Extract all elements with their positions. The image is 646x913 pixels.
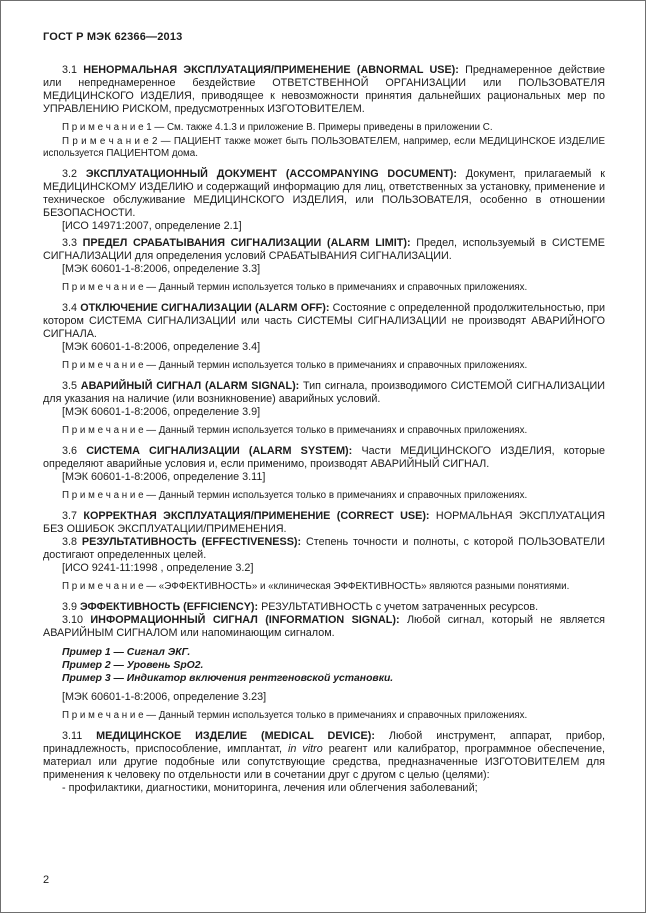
note-paragraph [43, 282, 605, 294]
example-paragraph [43, 646, 605, 659]
text-run: [МЭК 60601-1-8:2006, определение 3.23] [62, 691, 267, 703]
text-run: НОРМАЛЬНАЯ ЭКСПЛУАТАЦИЯ БЕЗ ОШИБОК ЭКСПЛУАТАЦИИ/ПРИМЕНЕНИЯ. [43, 510, 605, 535]
text-run: Преднамеренное действие или непреднамеренное бездействие ОТВЕТСТВЕННОЙ ОРГАНИЗАЦИИ или ПОЛЬЗОВАТЕЛЯ МЕДИЦИНСКОГО ИЗДЕЛИЯ, приводящее к невозможности принятия дальнейших рациональных мер по УПРАВЛЕНИЮ РИСКОМ, предусмотренных ИЗГОТОВИТЕЛЕМ. [43, 64, 605, 115]
text-run: СИСТЕМА СИГНАЛИЗАЦИИ (ALARM SYSTEM): [86, 445, 353, 457]
text-run: Состояние с определенной продолжительностью, при котором СИСТЕМА СИГНАЛИЗАЦИИ или часть СИСТЕМЫ СИГНАЛИЗАЦИИ не производят АВАРИЙНОГО СИГНАЛА. [43, 302, 606, 340]
page-number: 2 [43, 874, 50, 886]
note-paragraph [43, 360, 605, 372]
note-paragraph [43, 581, 605, 593]
note-paragraph [43, 425, 605, 437]
term-paragraph [43, 601, 605, 614]
text-run: Любой сигнал, который не является АВАРИЙНЫМ СИГНАЛОМ или напоминающим сигналом. [43, 614, 605, 639]
ref-paragraph [43, 471, 605, 484]
ref-paragraph [43, 691, 605, 704]
text-run: [ИСО 9241-11:1998 , определение 3.2] [62, 562, 254, 574]
text-run: Части МЕДИЦИНСКОГО ИЗДЕЛИЯ, которые определяют аварийные условия и, если применимо, производят АВАРИЙНЫЙ СИГНАЛ. [43, 445, 605, 470]
list-paragraph [43, 782, 605, 795]
text-run: 3.10 [62, 614, 91, 626]
text-run: ОТКЛЮЧЕНИЕ СИГНАЛИЗАЦИИ (ALARM OFF): [80, 302, 330, 314]
note-paragraph [43, 710, 605, 722]
text-run: Предел, используемый в СИСТЕМЕ СИГНАЛИЗАЦИИ для определения условий СРАБАТЫВАНИЯ СИГНАЛИЗАЦИИ. [43, 237, 605, 262]
text-run: АВАРИЙНЫЙ СИГНАЛ (ALARM SIGNAL): [80, 380, 300, 392]
term-paragraph [43, 730, 605, 782]
text-run: реагент или калибратор, программное обеспечение, материал или другие подобные или сопутствующие средства, предназначенные ИЗГОТОВИТЕЛЕМ для применения к человеку по отдельности или в сочетании друг с другом с целью (целями): [43, 743, 605, 781]
text-run: ПРЕДЕЛ СРАБАТЫВАНИЯ СИГНАЛИЗАЦИИ (ALARM LIMIT): [82, 237, 411, 249]
text-run: П р и м е ч а н и е — «ЭФФЕКТИВНОСТЬ» и «клиническая ЭФФЕКТИВНОСТЬ» являются разными понятиями. [62, 581, 570, 592]
text-run: Пример 2 — Уровень SpO2. [62, 660, 204, 671]
ref-paragraph [43, 263, 605, 276]
term-paragraph [43, 302, 605, 341]
text-run: Тип сигнала, производимого СИСТЕМОЙ СИГНАЛИЗАЦИИ для указания на наличие (или возникновение) аварийных условий. [43, 380, 605, 405]
text-run: 3.6 [62, 445, 87, 457]
text-run: П р и м е ч а н и е — Данный термин используется только в примечаниях и справочных приложениях. [62, 425, 528, 436]
text-run: МЕДИЦИНСКОЕ ИЗДЕЛИЕ (MEDICAL DEVICE): [96, 730, 375, 742]
text-run: Степень точности и полноты, с которой ПОЛЬЗОВАТЕЛИ достигают определенных целей. [43, 536, 606, 561]
text-run: КОРРЕКТНАЯ ЭКСПЛУАТАЦИЯ/ПРИМЕНЕНИЕ (CORRECT USE): [83, 510, 430, 522]
term-paragraph [43, 445, 605, 471]
term-paragraph [43, 614, 605, 640]
text-run: П р и м е ч а н и е — Данный термин используется только в примечаниях и справочных приложениях. [62, 710, 528, 721]
text-run: П р и м е ч а н и е 1 — См. также 4.1.3 и приложение В. Примеры приведены в приложении С. [62, 122, 493, 133]
term-paragraph [43, 64, 605, 116]
text-run: П р и м е ч а н и е — Данный термин используется только в примечаниях и справочных приложениях. [62, 490, 528, 501]
text-run: Документ, прилагаемый к МЕДИЦИНСКОМУ ИЗДЕЛИЮ и содержащий информацию для лиц, ответственных за установку, применение и техническое обслуживание МЕДИЦИНСКОГО ИЗДЕЛИЯ, или ПОЛЬЗОВАТЕЛЯ, особенно в отношении БЕЗОПАСНОСТИ. [43, 168, 605, 219]
text-run: 3.3 [62, 237, 83, 249]
text-run: 3.5 [62, 380, 81, 392]
text-run: 3.9 [62, 601, 81, 613]
ref-paragraph [43, 562, 605, 575]
text-run: 3.8 [62, 536, 82, 548]
example-paragraph [43, 672, 605, 685]
text-run: П р и м е ч а н и е — Данный термин используется только в примечаниях и справочных приложениях. [62, 282, 528, 293]
text-run: П р и м е ч а н и е 2 — ПАЦИЕНТ также может быть ПОЛЬЗОВАТЕЛЕМ, например, если МЕДИЦИНСКОЕ ИЗДЕЛИЕ используется ПАЦИЕНТОМ дома. [43, 136, 605, 159]
example-paragraph [43, 659, 605, 672]
text-run: РЕЗУЛЬТАТИВНОСТЬ (EFFECTIVENESS): [81, 536, 302, 548]
text-run: [ИСО 14971:2007, определение 2.1] [62, 220, 242, 232]
text-run: 3.11 [62, 730, 97, 742]
note-paragraph [43, 136, 605, 160]
text-run: [МЭК 60601-1-8:2006, определение 3.11] [62, 471, 266, 483]
text-run: НЕНОРМАЛЬНАЯ ЭКСПЛУАТАЦИЯ/ПРИМЕНЕНИЕ (ABNORMAL USE): [83, 64, 459, 76]
text-run: 3.2 [62, 168, 86, 180]
text-run: in vitro [288, 743, 323, 755]
text-run: П р и м е ч а н и е — Данный термин используется только в примечаниях и справочных приложениях. [62, 360, 528, 371]
text-run: ЭФФЕКТИВНОСТЬ (EFFICIENCY): [80, 601, 259, 613]
note-paragraph [43, 490, 605, 502]
text-run: - профилактики, диагностики, мониторинга, лечения или облегчения заболеваний; [62, 782, 478, 794]
term-paragraph [43, 168, 605, 220]
ref-paragraph [43, 406, 605, 419]
note-paragraph [43, 122, 605, 134]
term-paragraph [43, 510, 605, 536]
text-run: 3.7 [62, 510, 84, 522]
text-run: Пример 1 — Сигнал ЭКГ. [62, 647, 191, 658]
ref-paragraph [43, 220, 605, 233]
text-run: 3.4 [62, 302, 81, 314]
document-content [43, 64, 605, 795]
document-code-header: ГОСТ Р МЭК 62366—2013 [43, 31, 183, 43]
ref-paragraph [43, 341, 605, 354]
text-run: РЕЗУЛЬТАТИВНОСТЬ с учетом затраченных ресурсов. [258, 601, 539, 613]
text-run: Пример 3 — Индикатор включения рентгеновской установки. [62, 673, 394, 684]
text-run: ИНФОРМАЦИОННЫЙ СИГНАЛ (INFORMATION SIGNAL): [90, 614, 400, 626]
text-run: [МЭК 60601-1-8:2006, определение 3.3] [62, 263, 261, 275]
text-run: [МЭК 60601-1-8:2006, определение 3.4] [62, 341, 261, 353]
text-run: Любой инструмент, аппарат, прибор, принадлежность, приспособление, имплантат, [43, 730, 605, 755]
text-run: ЭКСПЛУАТАЦИОННЫЙ ДОКУМЕНТ (ACCOMPANYING DOCUMENT): [85, 168, 457, 180]
text-run: 3.1 [62, 64, 84, 76]
text-run: [МЭК 60601-1-8:2006, определение 3.9] [62, 406, 261, 418]
term-paragraph [43, 536, 605, 562]
term-paragraph [43, 380, 605, 406]
term-paragraph [43, 237, 605, 263]
